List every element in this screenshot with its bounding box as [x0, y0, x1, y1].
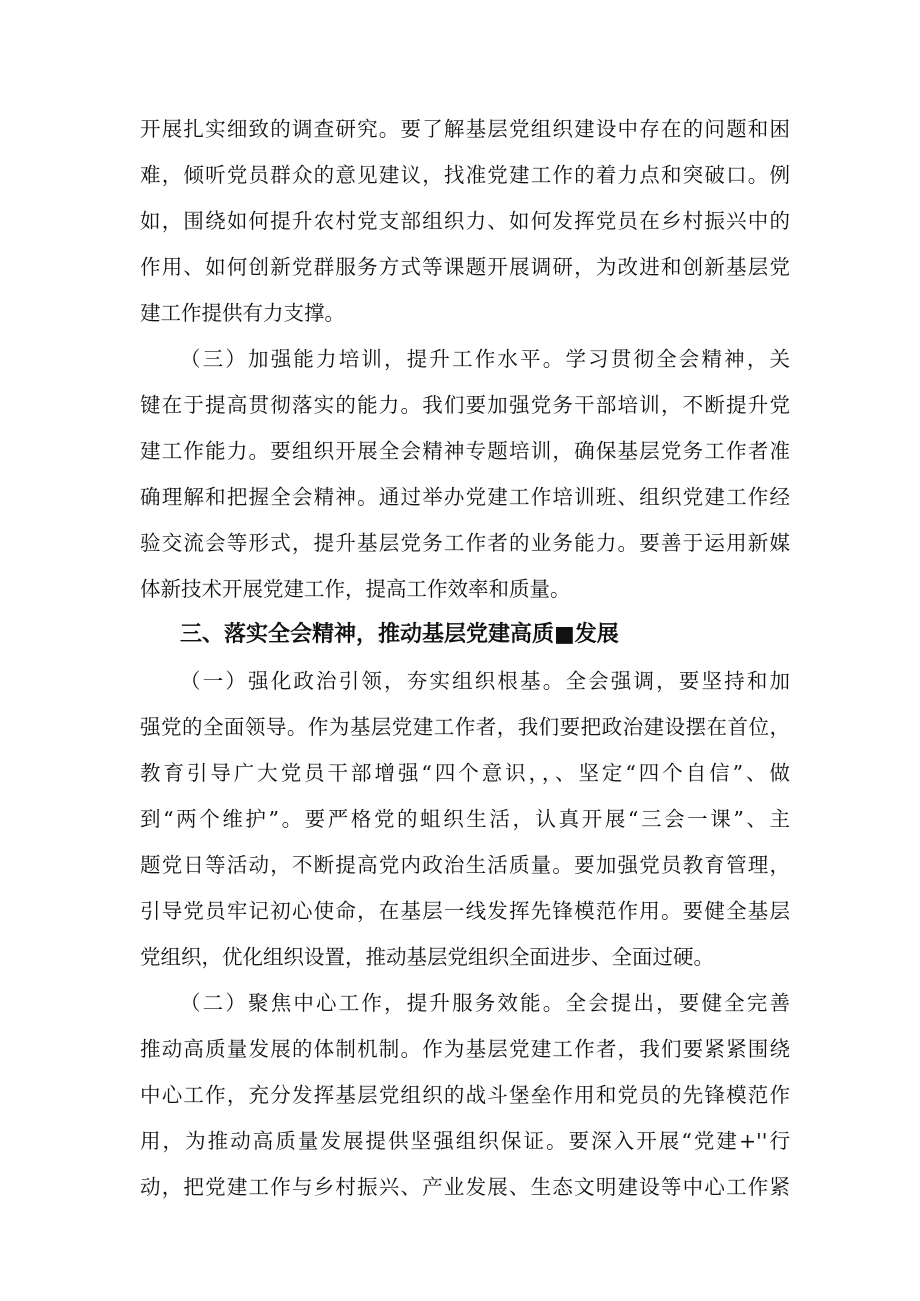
- paragraph-4-line-3: 中心工作，充分发挥基层党组织的战斗堡垒作用和党员的先锋模范作: [140, 1083, 790, 1107]
- paragraph-3-line-4: 到“两个维护”。要严格党的蛆织生活，认真开展“三会一课”、主: [140, 807, 790, 831]
- paragraph-4-line-4: 用，为推动高质量发展提供坚强组织保证。要深入开展“党建+''行: [140, 1129, 790, 1153]
- paragraph-1-line-3: 如，围绕如何提升农村党支部组织力、如何发挥党员在乡村振兴中的: [140, 209, 790, 233]
- paragraph-1-line-5: 建工作提供有力支撑。: [140, 301, 345, 325]
- paragraph-3-line-5: 题党日等活动，不断提高党内政治生活质量。要加强党员教育管理，: [140, 853, 790, 877]
- paragraph-2-line-2: 键在于提高贯彻落实的能力。我们要加强党务干部培训，不断提升党: [140, 393, 790, 417]
- paragraph-4-line-2: 推动高质量发展的体制机制。作为基层党建工作者，我们要紧紧围绕: [140, 1037, 790, 1061]
- paragraph-2-line-3: 建工作能力。要组织开展全会精神专题培训，确保基层党务工作者准: [140, 439, 790, 463]
- paragraph-2-line-4: 确理解和把握全会精神。通过举办党建工作培训班、组织党建工作经: [140, 485, 790, 509]
- paragraph-3-line-2: 强党的全面领导。作为基层党建工作者，我们要把政治建设摆在首位，: [140, 715, 790, 739]
- paragraph-2-line-6: 体新技术开展党建工作，提高工作效率和质量。: [140, 577, 571, 601]
- paragraph-1-line-4: 作用、如何创新党群服务方式等课题开展调研，为改进和创新基层党: [140, 255, 790, 279]
- paragraph-3-line-6: 引导党员牢记初心使命，在基层一线发挥先锋模范作用。要健全基层: [140, 899, 790, 923]
- paragraph-3-line-1: （一）强化政治引领，夯实组织根基。全会强调，要坚持和加: [180, 669, 790, 693]
- paragraph-2-line-1: （三）加强能力培训，提升工作水平。学习贯彻全会精神，关: [180, 347, 790, 371]
- paragraph-4-line-5: 动，把党建工作与乡村振兴、产业发展、生态文明建设等中心工作紧: [140, 1175, 790, 1199]
- paragraph-1-line-1: 开展扎实细致的调查研究。要了解基层党组织建设中存在的问题和困: [140, 117, 790, 141]
- paragraph-4-line-1: （二）聚焦中心工作，提升服务效能。全会提出，要健全完善: [180, 991, 790, 1015]
- paragraph-3-line-7: 党组织，优化组织设置，推动基层党组织全面进步、全面过硬。: [140, 945, 714, 969]
- paragraph-1-line-2: 难，倾听党员群众的意见建议，找准党建工作的着力点和突破口。例: [140, 163, 790, 187]
- section-heading: 三、落实全会精神，推动基层党建高质■发展: [180, 622, 619, 647]
- paragraph-3-line-3: 教育引导广大党员干部增强“四个意识，，、坚定“四个自信”、做: [140, 761, 790, 785]
- paragraph-2-line-5: 验交流会等形式，提升基层党务工作者的业务能力。要善于运用新媒: [140, 531, 790, 555]
